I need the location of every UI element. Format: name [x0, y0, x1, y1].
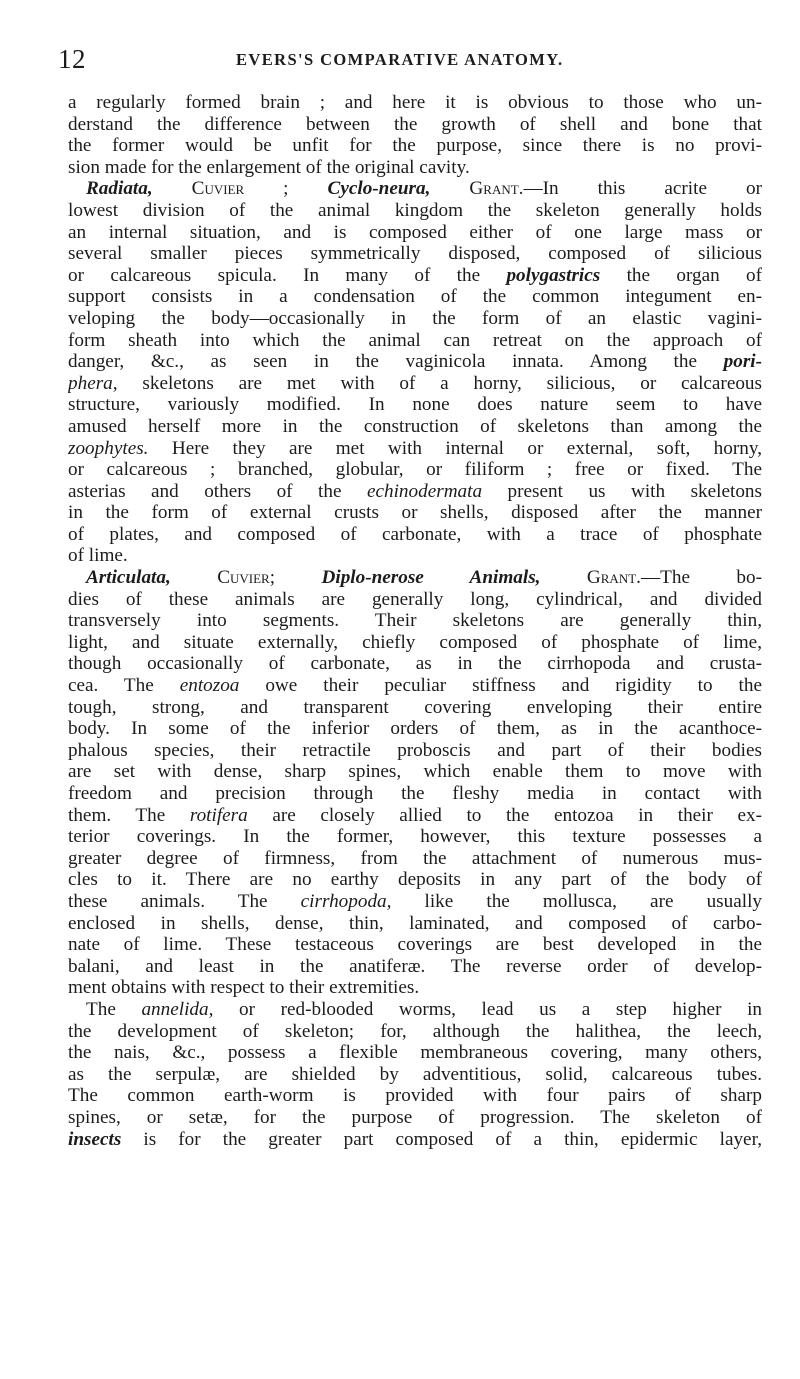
text-line: a regularly formed brain ; and here it is obvious to those who un-: [68, 92, 762, 113]
text-line: asterias and others of the echinodermata present us with skeletons: [68, 480, 762, 502]
text-line: though occasionally of carbonate, as in the cirrhopoda and crusta-: [68, 653, 762, 675]
text-line: spines, or setæ, for the purpose of progression. The skeleton of: [68, 1106, 762, 1128]
text-line: form sheath into which the animal can retreat on the approach of: [68, 329, 762, 351]
text-line: The common earth-worm is provided with four pairs of sharp: [68, 1085, 762, 1107]
text-line: as the serpulæ, are shielded by adventitious, solid, calcareous tubes.: [68, 1063, 762, 1085]
page-number: 12: [58, 44, 86, 74]
text-line: veloping the body—occasionally in the form of an elastic vagini-: [68, 307, 762, 329]
text-line: the development of skeleton; for, although the halithea, the leech,: [68, 1020, 762, 1042]
text-line: of plates, and composed of carbonate, with a trace of phosphate: [68, 523, 762, 545]
text-line: cles to it. There are no earthy deposits in any part of the body of: [68, 869, 762, 891]
text-line: structure, variously modified. In none does nature seem to have: [68, 394, 762, 416]
text-line: phalous species, their retractile proboscis and part of their bodies: [68, 739, 762, 761]
text-line: The annelida, or red-blooded worms, lead us a step higher in: [86, 998, 762, 1020]
text-line: dies of these animals are generally long, cylindrical, and divided: [68, 588, 762, 610]
text-line: terior coverings. In the former, however, this texture possesses a: [68, 826, 762, 848]
text-line: freedom and precision through the fleshy media in contact with: [68, 783, 762, 804]
text-line: or calcareous ; branched, globular, or filiform ; free or fixed. The: [68, 459, 762, 481]
page-header: [58, 44, 760, 74]
text-line: these animals. The cirrhopoda, like the mollusca, are usually: [68, 890, 762, 912]
text-line: sion made for the enlargement of the original cavity.: [68, 156, 470, 178]
text-line: them. The rotifera are closely allied to the entozoa in their ex-: [68, 804, 762, 826]
text-line: Articulata, Cuvier; Diplo-nerose Animals, Grant.—The bo-: [86, 567, 762, 589]
text-line: transversely into segments. Their skeletons are generally thin,: [68, 610, 762, 632]
text-line: an internal situation, and is composed either of one large mass or: [68, 221, 762, 243]
text-line: the former would be unfit for the purpose, since there is no provi-: [68, 135, 762, 157]
text-line: derstand the difference between the growth of shell and bone that: [68, 113, 762, 135]
text-line: ment obtains with respect to their extremities.: [68, 977, 420, 999]
text-line: are set with dense, sharp spines, which enable them to move with: [68, 761, 762, 783]
text-line: in the form of external crusts or shells, disposed after the manner: [68, 502, 762, 524]
text-line: tough, strong, and transparent covering enveloping their entire: [68, 696, 762, 718]
text-line: phera, skeletons are met with of a horny, silicious, or calcareous: [68, 372, 762, 394]
running-title: EVERS'S COMPARATIVE ANATOMY.: [236, 50, 564, 69]
text-line: light, and situate externally, chiefly composed of phosphate of lime,: [68, 631, 762, 653]
text-line: lowest division of the animal kingdom the skeleton generally holds: [68, 199, 762, 221]
text-line: insects is for the greater part composed of a thin, epidermic layer,: [68, 1128, 762, 1150]
text-line: several smaller pieces symmetrically disposed, composed of silicious: [68, 243, 762, 265]
text-line: support consists in a condensation of the common integument en-: [68, 286, 762, 308]
text-line: enclosed in shells, dense, thin, laminated, and composed of carbo-: [68, 912, 762, 934]
text-line: the nais, &c., possess a flexible membraneous covering, many others,: [68, 1042, 762, 1064]
text-line: amused herself more in the construction of skeletons than among the: [68, 415, 762, 437]
text-line: Radiata, Cuvier ; Cyclo-neura, Grant.—In this acrite or: [86, 178, 762, 200]
text-line: or calcareous spicula. In many of the polygastrics the organ of: [68, 264, 762, 286]
text-line: of lime.: [68, 545, 128, 567]
text-line: nate of lime. These testaceous coverings are best developed in the: [68, 934, 762, 956]
text-line: danger, &c., as seen in the vaginicola innata. Among the pori-: [68, 351, 762, 373]
text-line: balani, and least in the anatiferæ. The reverse order of develop-: [68, 955, 762, 977]
text-line: body. In some of the inferior orders of them, as in the acanthoce-: [68, 718, 762, 740]
body-text: [68, 92, 762, 1150]
text-line: cea. The entozoa owe their peculiar stiffness and rigidity to the: [68, 675, 762, 697]
text-line: greater degree of firmness, from the attachment of numerous mus-: [68, 847, 762, 869]
text-line: zoophytes. Here they are met with internal or external, soft, horny,: [68, 437, 762, 459]
